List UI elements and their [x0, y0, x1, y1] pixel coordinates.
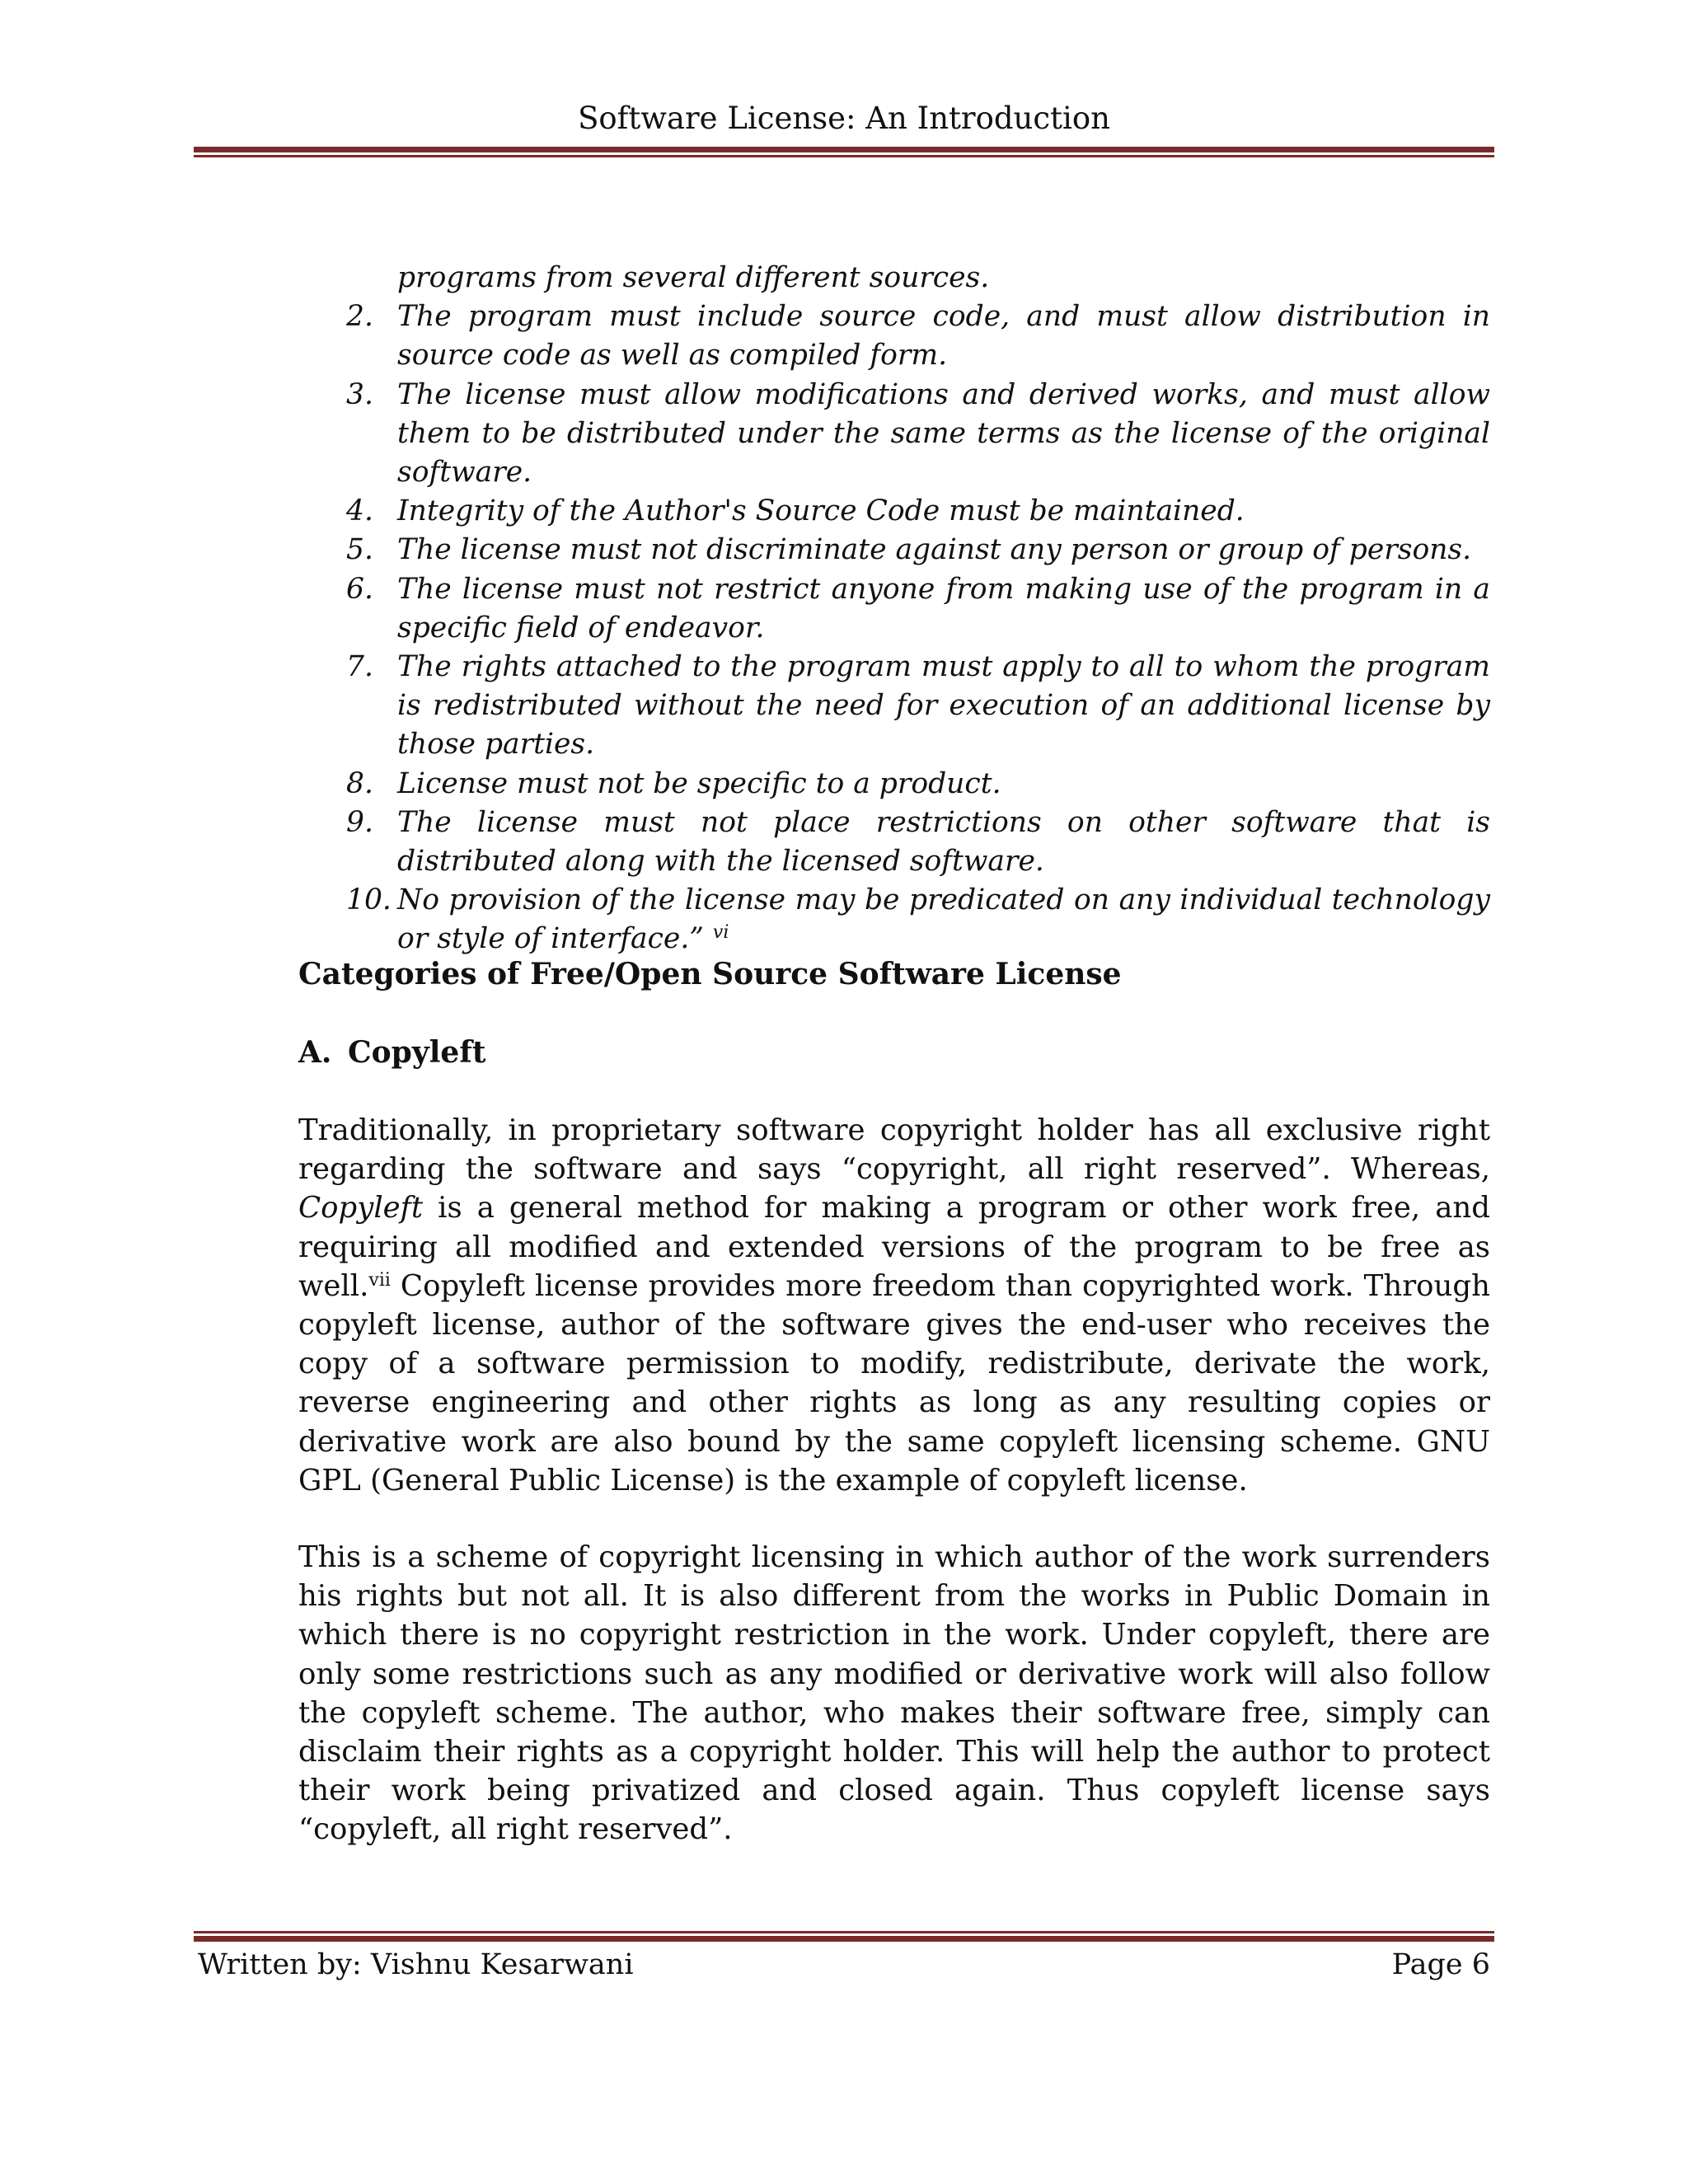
footer-author: Written by: Vishnu Kesarwani — [198, 1948, 634, 1981]
footnote-ref: vii — [368, 1269, 391, 1291]
list-item-continuation — [346, 259, 1490, 298]
paragraph-text: is a general method for making a program or other work free, and requiring all modified and extended versions of the program to be free as well. — [298, 1191, 1490, 1303]
subsection-letter: A. — [298, 1035, 332, 1070]
list-item-text: The license must not discriminate against any person or group of persons. — [397, 533, 1472, 567]
list-item-number: 4. — [346, 494, 373, 528]
footer-rule — [194, 1931, 1494, 1942]
list-item-text: License must not be specific to a product. — [397, 766, 1001, 800]
list-item-number: 8. — [346, 766, 373, 800]
page-header-title: Software License: An Introduction — [578, 101, 1110, 136]
list-item-text: The license must allow modifications and derived works, and must allow them to be distributed under the same terms as the license of the original software. — [397, 377, 1490, 490]
list-item-number: 10. — [346, 883, 392, 917]
list-item — [346, 298, 1490, 375]
list-item-number: 7. — [346, 650, 373, 684]
list-item — [346, 804, 1490, 881]
list-item-text: The license must not restrict anyone from making use of the program in a specific field of endeavor. — [397, 572, 1490, 644]
paragraph-text: Copyleft license provides more freedom than copyrighted work. Through copyleft license, author of the software gives the end-user who receives the copy of a software permission to modify, redistribute, derivate the work, reverse engineering and other rights as long as any resulting copies or derivative work are also bound by the same copyleft licensing scheme. GNU GPL (General Public License) is the example of copyleft license. — [298, 1268, 1490, 1497]
requirements-list — [346, 259, 1490, 959]
list-item-text: programs from several different sources. — [397, 261, 990, 294]
list-item-text: The license must not place restrictions on other software that is distributed along with the licensed software. — [397, 805, 1490, 879]
paragraph-text: Traditionally, in proprietary software copyright holder has all exclusive right regarding the software and says “copyright, all right reserved”. Whereas, — [298, 1113, 1490, 1187]
list-item — [346, 570, 1490, 648]
list-item — [346, 531, 1490, 569]
subsection-heading — [298, 1033, 485, 1072]
list-item-text: Integrity of the Author's Source Code must be maintained. — [397, 494, 1245, 528]
list-item — [346, 765, 1490, 804]
list-item-number: 9. — [346, 805, 373, 839]
header-rule — [194, 147, 1494, 157]
section-heading: Categories of Free/Open Source Software License — [298, 957, 1122, 991]
paragraph-copyleft-intro — [298, 1111, 1490, 1500]
italic-term: Copyleft — [298, 1191, 424, 1226]
list-item-number: 5. — [346, 533, 373, 567]
list-item-number: 3. — [346, 377, 373, 411]
list-item-text: The rights attached to the program must apply to all to whom the program is redistributed without the need for execution of an additional license by those parties. — [397, 650, 1490, 762]
list-item — [346, 492, 1490, 531]
paragraph-copyleft-scheme: This is a scheme of copyright licensing in which author of the work surrenders his rights but not all. It is also different from the works in Public Domain in which there is no copyright restriction in the work. Under copyleft, there are only some restrictions such as any modified or derivative work will also follow the copyleft scheme. The author, who makes their software free, simply can disclaim their rights as a copyright holder. This will help the author to protect their work being privatized and closed again. Thus copyleft license says “copyleft, all right reserved”. — [298, 1540, 1490, 1847]
footer-page-number: Page 6 — [1391, 1948, 1490, 1981]
list-item — [346, 376, 1490, 493]
list-item — [346, 648, 1490, 765]
footnote-ref: vi — [712, 922, 729, 944]
list-item-text: The program must include source code, and must allow distribution in source code as well as compiled form. — [397, 300, 1490, 373]
subsection-title: Copyleft — [348, 1035, 486, 1070]
list-item-number: 6. — [346, 572, 373, 606]
list-item-text: No provision of the license may be predicated on any individual technology or style of interface.” — [397, 883, 1490, 956]
list-item-number: 2. — [346, 300, 373, 334]
list-item — [346, 881, 1490, 958]
